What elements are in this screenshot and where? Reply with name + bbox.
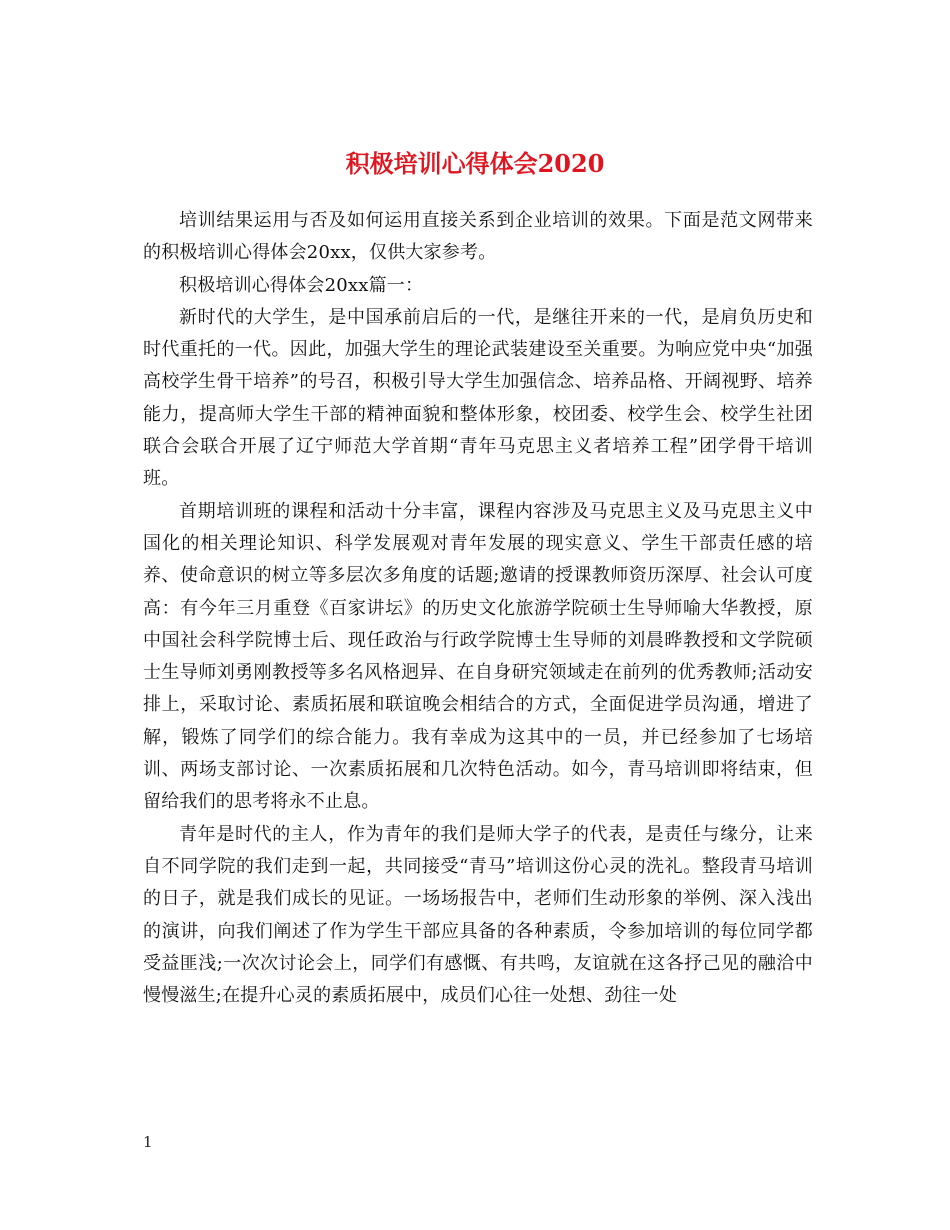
- document-body: [143, 205, 813, 1012]
- paragraph-intro: 培训结果运用与否及如何运用直接关系到企业培训的效果。下面是范文网带来的积极培训心得体会20xx，仅供大家参考。: [143, 210, 813, 264]
- paragraph-section-heading: 积极培训心得体会20xx篇一：: [179, 274, 424, 296]
- page-title: 积极培训心得体会2020: [345, 149, 605, 179]
- page-number: 1: [143, 1133, 153, 1151]
- paragraph-course-content: 首期培训班的课程和活动十分丰富，课程内容涉及马克思主义及马克思主义中国化的相关理论知识、科学发展观对青年发展的现实意义、学生干部责任感的培养、使命意识的树立等多层次多角度的话题;邀请的授课教师资历深厚、社会认可度高：有今年三月重登《百家讲坛》的历史文化旅游学院硕士生导师喻大华教授，原中国社会科学院博士后、现任政治与行政学院博士生导师的刘晨晔教授和文学院硕士生导师刘勇刚教授等多名风格迥异、在自身研究领域走在前列的优秀教师;活动安排上，采取讨论、素质拓展和联谊晚会相结合的方式，全面促进学员沟通，增进了解，锻炼了同学们的综合能力。我有幸成为这其中的一员，并已经参加了七场培训、两场支部讨论、一次素质拓展和几次特色活动。如今，青马培训即将结束，但留给我们的思考将永不止息。: [143, 500, 813, 813]
- paragraph-new-era-students: 新时代的大学生，是中国承前启后的一代，是继往开来的一代，是肩负历史和时代重托的一代。因此，加强大学生的理论武装建设至关重要。为响应党中央“加强高校学生骨干培养”的号召，积极引导大学生加强信念、培养品格、开阔视野、培养能力，提高师大学生干部的精神面貌和整体形象，校团委、校学生会、校学生社团联合会联合开展了辽宁师范大学首期“青年马克思主义者培养工程”团学骨干培训班。: [143, 306, 813, 490]
- paragraph-youth-masters: 青年是时代的主人，作为青年的我们是师大学子的代表，是责任与缘分，让来自不同学院的我们走到一起，共同接受“青马”培训这份心灵的洗礼。整段青马培训的日子，就是我们成长的见证。一场场报告中，老师们生动形象的举例、深入浅出的演讲，向我们阐述了作为学生干部应具备的各种素质，令参加培训的每位同学都受益匪浅;一次次讨论会上，同学们有感慨、有共鸣，友谊就在这各抒己见的融洽中慢慢滋生;在提升心灵的素质拓展中，成员们心往一处想、劲往一处: [143, 823, 813, 1007]
